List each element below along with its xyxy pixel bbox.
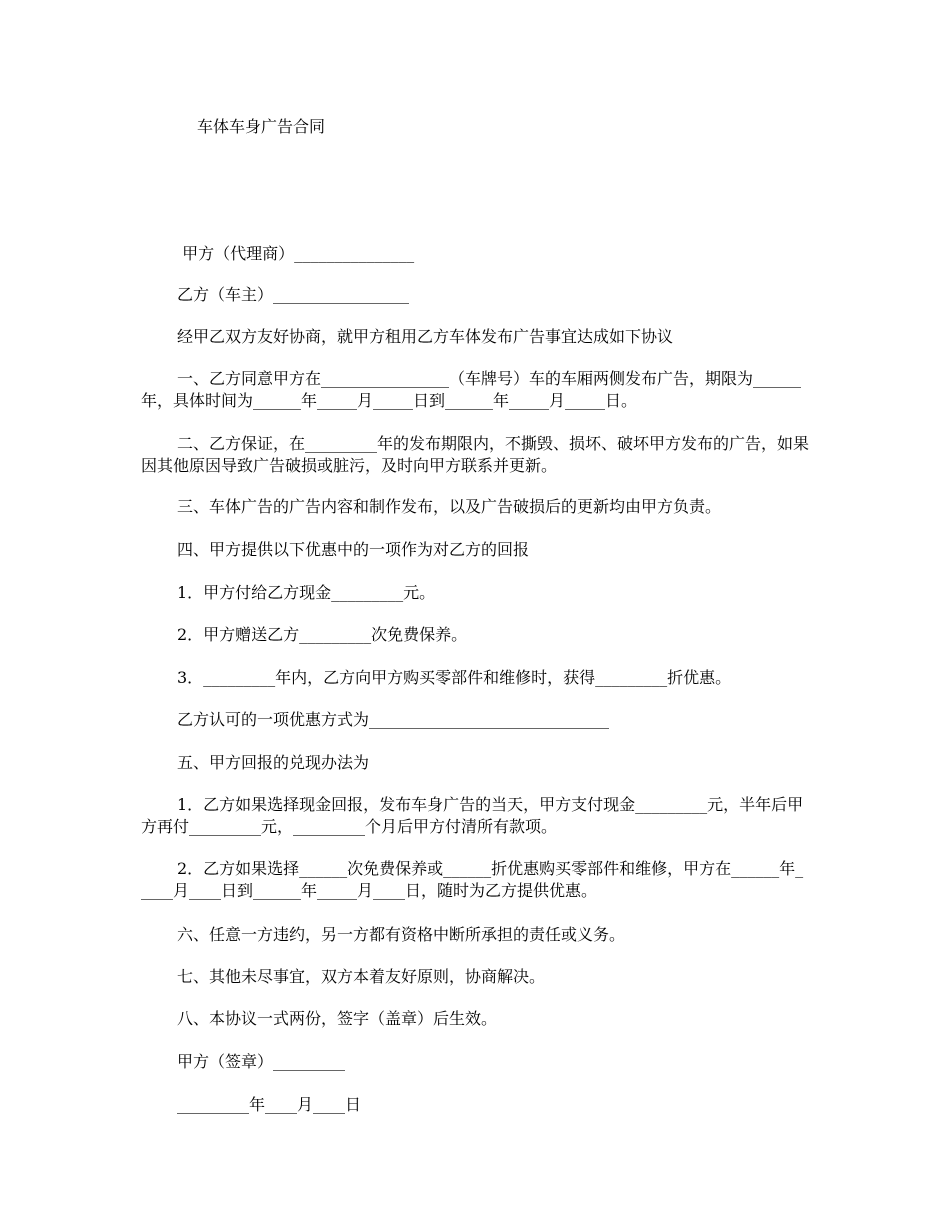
clause-7: 七、其他未尽事宜，双方本着友好原则，协商解决。 [177, 967, 546, 986]
clause-5-item-1: 1．乙方如果选择现金回报，发布车身广告的当天，甲方支付现金_________元，半年后甲方再付_________元，_________个月后甲方付清所有款项。 [141, 795, 804, 836]
clause-8: 八、本协议一式两份，签字（盖章）后生效。 [177, 1009, 498, 1028]
clause-3: 三、车体广告的广告内容和制作发布，以及广告破损后的更新均由甲方负责。 [177, 497, 722, 516]
clause-4-choice: 乙方认可的一项优惠方式为______________________________ [177, 710, 610, 729]
clause-2: 二、乙方保证，在_________年的发布期限内，不撕毁、损坏、破坏甲方发布的广告，如果因其他原因导致广告破损或脏污，及时向甲方联系并更新。 [141, 434, 810, 475]
party-a-line: 甲方（代理商）_______________ [177, 244, 415, 263]
clause-5: 五、甲方回报的兑现办法为 [177, 753, 370, 772]
clause-6: 六、任意一方违约，另一方都有资格中断所承担的责任或义务。 [177, 925, 626, 944]
clause-4-option-3: 3．_________年内，乙方向甲方购买零部件和维修时，获得_________折优惠。 [177, 668, 732, 687]
intro-paragraph: 经甲乙双方友好协商，就甲方租用乙方车体发布广告事宜达成如下协议 [177, 327, 674, 346]
party-b-line: 乙方（车主）_________________ [177, 285, 410, 304]
date-line: _________年____月____日 [177, 1095, 362, 1114]
document-title: 车体车身广告合同 [197, 117, 326, 136]
signature-line: 甲方（签章）_________ [177, 1052, 346, 1071]
clause-4-option-2: 2．甲方赠送乙方_________次免费保养。 [177, 625, 468, 644]
clause-5-item-2: 2．乙方如果选择______次免费保养或______折优惠购买零部件和维修，甲方在______年_____月____日到______年_____月____日，随时为乙方提供优惠。 [141, 859, 804, 900]
clause-1: 一、乙方同意甲方在________________（车牌号）车的车厢两侧发布广告，期限为______年，具体时间为______年_____月_____日到______年_____月_____日。 [141, 369, 802, 410]
clause-4: 四、甲方提供以下优惠中的一项作为对乙方的回报 [177, 540, 530, 559]
clause-4-option-1: 1．甲方付给乙方现金_________元。 [177, 583, 436, 602]
